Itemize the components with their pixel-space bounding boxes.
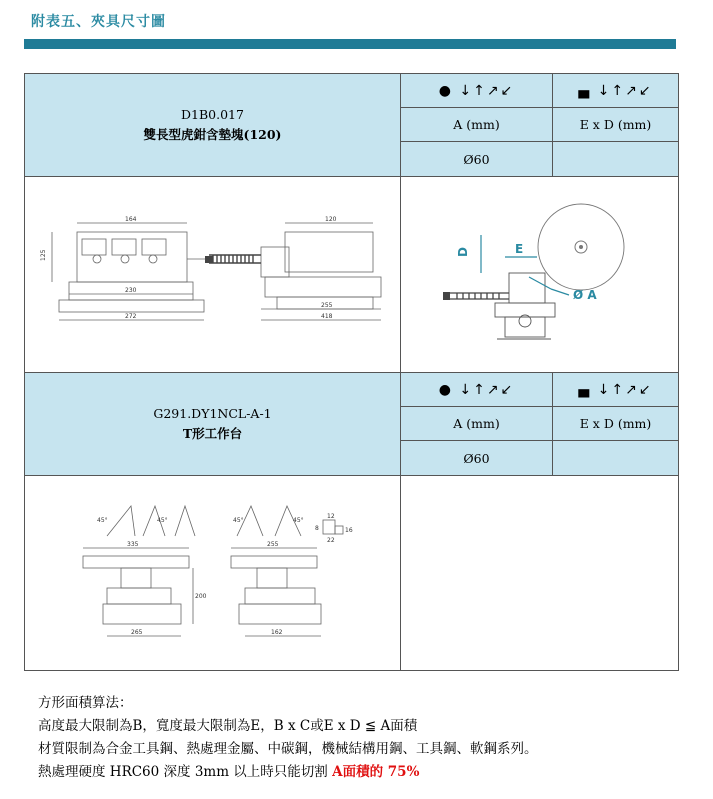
dim-12: 12 <box>327 513 335 520</box>
fixture-header-1 <box>25 74 401 177</box>
note-line-3: 材質限制為合金工具鋼、熱處理金屬、中碳鋼，機械結構用鋼、工具鋼、軟鋼系列。 <box>38 741 538 757</box>
col-a-value: Ø60 <box>401 441 553 476</box>
dim-255: 255 <box>321 302 333 309</box>
fixture-table-2 <box>24 373 679 671</box>
dim-120: 120 <box>325 216 337 223</box>
notes <box>38 692 538 784</box>
fixture-header-2 <box>25 373 401 476</box>
label-e: E <box>515 242 524 256</box>
note-line-4: 熱處理硬度 HRC60 深度 3mm 以上時只能切割 A面積的 75% <box>38 764 420 780</box>
col-exd-value <box>553 441 678 476</box>
label-oa: Ø A <box>573 288 597 302</box>
note-heading: 方形面積算法： <box>38 695 133 711</box>
fixture-code: G291.DY1NCL-A-1 <box>153 406 272 421</box>
fixture-name: 雙長型虎鉗含墊塊(120) <box>143 127 282 142</box>
dim-265: 265 <box>131 629 143 636</box>
col-exd-value <box>553 142 678 177</box>
symbol-round: ● ↓↑↗↙ <box>401 74 553 108</box>
note-line-2: 高度最大限制為B，寬度最大限制為E，B x C或E x D ≦ A面積 <box>38 718 418 734</box>
t-table-drawing <box>25 476 401 670</box>
fixture-table-1 <box>24 73 679 373</box>
page-title: 附表五、夾具尺寸圖 <box>31 14 166 30</box>
label-d: D <box>456 247 470 257</box>
col-a-value: Ø60 <box>401 142 553 177</box>
note-highlight: A面積的 75% <box>332 764 420 780</box>
col-exd-label: E x D (mm) <box>553 407 678 441</box>
dim-125: 125 <box>40 249 47 261</box>
dim-16: 16 <box>345 527 353 534</box>
dim-200: 200 <box>195 593 207 600</box>
dim-335: 335 <box>127 541 139 548</box>
dim-164: 164 <box>125 216 137 223</box>
dim-8: 8 <box>315 525 319 532</box>
empty-image-cell <box>401 476 678 670</box>
dim-22: 22 <box>327 537 335 544</box>
symbol-square: ▄ ↓↑↗↙ <box>553 74 678 108</box>
dim-45-b: 45° <box>157 517 168 524</box>
dim-45-c: 45° <box>233 517 244 524</box>
dim-45-a: 45° <box>97 517 108 524</box>
fixture-name: T形工作台 <box>182 426 243 441</box>
col-a-label: A (mm) <box>401 407 553 441</box>
dim-255: 255 <box>267 541 279 548</box>
dim-45-d: 45° <box>293 517 304 524</box>
col-exd-label: E x D (mm) <box>553 108 678 142</box>
symbol-round: ● ↓↑↗↙ <box>401 373 553 407</box>
vise-drawing <box>25 177 401 373</box>
measure-drawing <box>401 177 678 373</box>
symbol-square: ▄ ↓↑↗↙ <box>553 373 678 407</box>
title-bar <box>24 39 676 49</box>
fixture-code: D1B0.017 <box>181 107 244 122</box>
dim-418: 418 <box>321 313 333 320</box>
col-a-label: A (mm) <box>401 108 553 142</box>
dim-272: 272 <box>125 313 137 320</box>
dim-162: 162 <box>271 629 283 636</box>
dim-230: 230 <box>125 287 137 294</box>
